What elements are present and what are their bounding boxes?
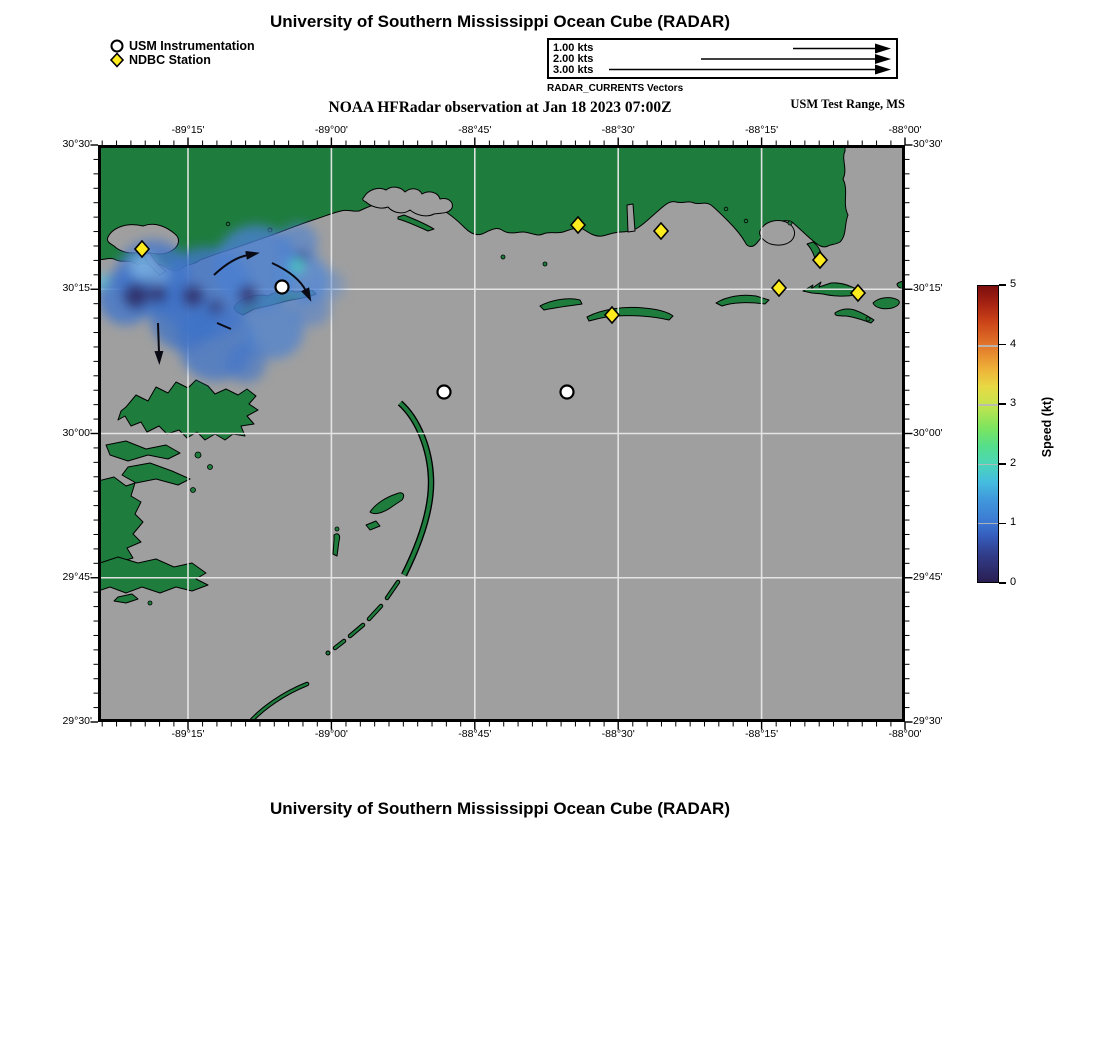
colorbar-tick [999, 344, 1006, 346]
x-axis-tick-label-bottom: -88°45' [458, 728, 492, 740]
colorbar-tick-label: 2 [1010, 456, 1017, 469]
y-axis-tick-label-left: 29°45' [62, 570, 92, 583]
colorbar-gridline [978, 345, 998, 347]
usm-instrument-marker [561, 386, 574, 399]
legend-label: NDBC Station [129, 53, 211, 67]
vector-key-row: 1.00 kts [553, 42, 594, 54]
colorbar-gridline [978, 464, 998, 466]
x-axis-tick-label-bottom: -89°00' [314, 728, 348, 740]
y-axis-tick-label-left: 29°30' [62, 715, 92, 727]
colorbar-tick [999, 463, 1006, 465]
colorbar-axis-label: Speed (kt) [1040, 396, 1054, 458]
y-axis-tick-label-left: 30°30' [62, 138, 92, 150]
vector-key-caption: RADAR_CURRENTS Vectors [547, 83, 684, 94]
y-axis-tick-label-right: 29°30' [913, 715, 943, 727]
page-title-bottom: University of Southern Mississippi Ocean Cube (RADAR) [269, 799, 730, 818]
x-axis-tick-label-top: -88°00' [888, 124, 922, 136]
colorbar-tick-label: 1 [1010, 516, 1017, 529]
colorbar-tick-label: 0 [1010, 576, 1017, 588]
legend-ndbc-station [109, 52, 211, 68]
colorbar-tick [999, 523, 1006, 525]
map-canvas [98, 145, 905, 722]
colorbar-tick [999, 284, 1006, 286]
x-axis-tick-label-top: -88°15' [745, 124, 779, 136]
y-axis-tick-label-right: 30°30' [913, 138, 943, 150]
colorbar-tick-label: 3 [1010, 397, 1017, 410]
y-axis-tick-label-left: 30°00' [62, 426, 92, 439]
x-axis-tick-label-top: -88°45' [458, 124, 492, 136]
x-axis-tick-label-top: -89°15' [171, 124, 205, 136]
y-axis-tick-label-right: 30°00' [913, 426, 943, 439]
colorbar-tick-label: 4 [1010, 337, 1017, 350]
vector-key-arrows [549, 40, 896, 77]
legend-label: USM Instrumentation [129, 39, 255, 53]
colorbar [977, 285, 999, 583]
colorbar-tick-label: 5 [1010, 278, 1017, 290]
usm-instrument-marker [276, 281, 289, 294]
colorbar-gridline [978, 404, 998, 406]
usm-instrument-marker [438, 386, 451, 399]
y-axis-tick-label-right: 30°15' [913, 282, 943, 295]
diamond-marker-icon [109, 52, 125, 68]
x-axis-tick-label-bottom: -88°15' [745, 728, 779, 740]
colorbar-tick [999, 582, 1006, 584]
vector-key-row: 2.00 kts [553, 53, 594, 65]
vector-key-row: 3.00 kts [553, 64, 594, 76]
map-plot-area [98, 145, 905, 722]
x-axis-tick-label-bottom: -88°30' [601, 728, 635, 740]
x-axis-tick-label-bottom: -88°00' [888, 728, 922, 740]
region-label: USM Test Range, MS [790, 97, 905, 111]
y-axis-tick-label-left: 30°15' [62, 282, 92, 295]
river-inlet [627, 204, 635, 232]
colorbar-tick [999, 403, 1006, 405]
x-axis-tick-label-bottom: -89°15' [171, 728, 205, 740]
page-title: University of Southern Mississippi Ocean Cube (RADAR) [269, 12, 730, 31]
observation-subtitle: NOAA HFRadar observation at Jan 18 2023 07:00Z [328, 99, 672, 116]
x-axis-tick-label-top: -89°00' [314, 124, 348, 136]
x-axis-tick-label-top: -88°30' [601, 124, 635, 136]
colorbar-gridline [978, 523, 998, 525]
vector-key-box [547, 38, 898, 79]
current-arrow-south [158, 323, 159, 353]
y-axis-tick-label-right: 29°45' [913, 570, 943, 583]
